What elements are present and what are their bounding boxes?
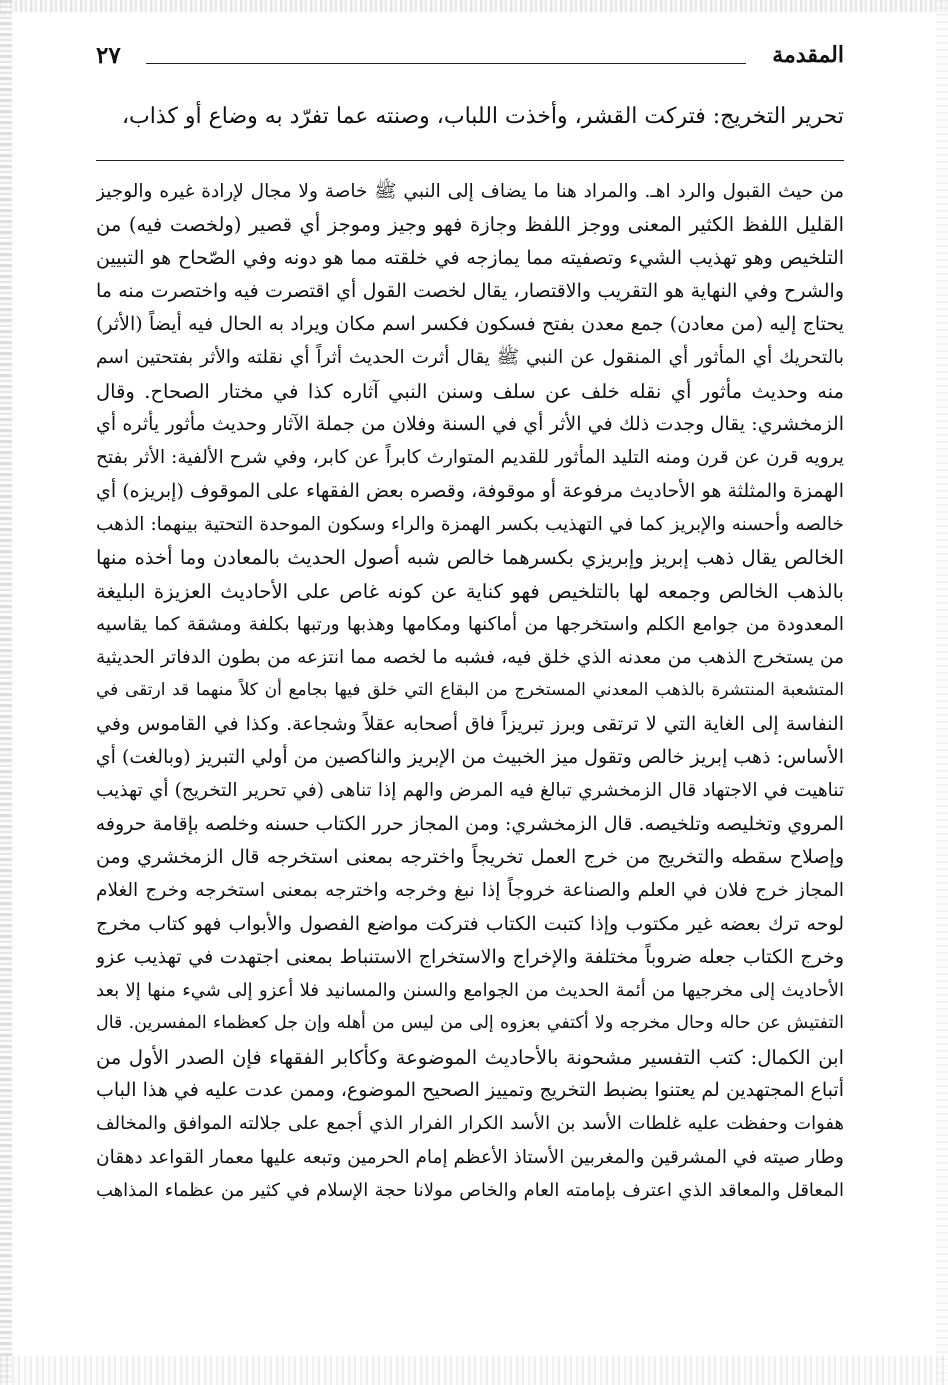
page-number: ٢٧: [96, 42, 121, 69]
footnote-line: الأحاديث إلى مخرجيها من أئمة الحديث من الجوامع والسنن والمسانيد فلا أعزو إلى شيء منها إلا بعد: [96, 980, 844, 1002]
page-header: [96, 40, 844, 74]
footnote-line: بالذهب الخالص وجمعه لها بالتلخيص فهو كناية عن كونه غاص على الأحاديث العزيزة البليغة: [96, 579, 844, 603]
scan-edge-bottom: [0, 1356, 948, 1385]
footnotes: [96, 175, 844, 1207]
footnote-line: هفوات وحفظت عليه غلطات الأسد بن الأسد الكرار الفرار الذي أجمع على جلالته الموافق والمخالف: [96, 1113, 844, 1135]
footnote-line: والشرح وفي النهاية هو التقريب والاقتصار، يقال لخصت القول أي اقتصرت فيه واختصرت منه ما: [96, 279, 844, 302]
footnote-line: بالتحريك أي المأثور أي المنقول عن النبي ﷺ يقال أثرت الحديث أثراً أي نقلته والأثر بفتحتين اسم: [96, 347, 844, 369]
scan-edge-right: [936, 0, 948, 1385]
footnote-line: المروي وتخليصه وتلخيصه. قال الزمخشري: ومن المجاز حرر الكتاب حسنه وخلصه بإقامة حروفه: [96, 812, 844, 835]
footnote-line: ابن الكمال: كتب التفسير مشحونة بالأحاديث الموضوعة وكأكابر الفقهاء فإن الصدر الأول من: [96, 1045, 844, 1069]
footnote-line: التفتيش عن حاله وحال مخرجه ولا أكتفي بعزوه إلى من ليس من أهله وإن جل كعظماء المفسرين. قال: [96, 1013, 844, 1034]
footnote-line: التلخيص وهو تهذيب الشيء وتصفيته مما يمازجه في خلقته مما هو دونه وفي الصّحاح هو التبيين: [96, 246, 844, 269]
footnote-line: المعدودة من جوامع الكلم واستخرجها من أماكنها ومكامها وهذبها ورتبها بكلفة ومشقة كما يقاسيه: [96, 613, 844, 635]
footnote-line: النفاسة إلى الغاية التي لا ترتقى وبرز تبريزاً فاق أصحابه عقلاً وشجاعة. وكذا في القاموس وفي: [96, 712, 844, 735]
scan-edge-top: [0, 0, 948, 12]
scan-edge-left: [0, 0, 12, 1385]
footnote-line: يرويه قرن عن قرن ومنه التليد المأثور للقديم المتوارث كابراً عن كابر، وفي شرح الألفية: الأثر بفتح: [96, 447, 844, 469]
footnote-line: المعاقل والمعاقد الذي اعترف بإمامته العام والخاص مولانا حجة الإسلام في كثير من عظماء المذاهب: [96, 1179, 844, 1201]
footnote-line: الأساس: ذهب إبريز خالص وتقول ميز الخبيث من الإبريز والناكصين من أولي التبريز (وبالغت) أي: [96, 746, 844, 769]
footnote-line: لوحه ترك بعضه غير مكتوب وإذا كتبت الكتاب فتركت مواضع الفصول والأبواب فهو كتاب مخرج: [96, 912, 844, 935]
footnote-line: من حيث القبول والرد اهـ. والمراد هنا ما يضاف إلى النبي ﷺ خاصة ولا مجال لإرادة غيره والوجيز: [96, 181, 844, 202]
page-title: المقدمة: [772, 42, 844, 68]
footnote-line: الهمزة والمثلثة هو الأحاديث مرفوعة أو موقوفة، وقصره بعض الفقهاء على الموقوف (إبريزه) أي: [96, 479, 844, 502]
footnote-line: وطار صيته في المشرقين والمغربين الأستاذ الأعظم إمام الحرمين وتبعه عليها معمار القواعد دهقان: [96, 1146, 844, 1168]
footnote-line: الزمخشري: يقال وجدت ذلك في الأثر أي في السنة وفلان من جملة الآثار وحديث مأثور يأثره أي: [96, 413, 844, 436]
footnote-line: منه وحديث مأثور أي نقله خلف عن سلف وسنن النبي آثاره كذا في مختار الصحاح. وقال: [96, 379, 844, 403]
header-rule: [146, 63, 746, 64]
footnote-line: من يستخرج الذهب من معدنه الذي خلق فيه، فشبه ما لخصه مما انتزعه من بطون الدفاتر الحديثية: [96, 647, 844, 669]
footnote-line: خالصه وأحسنه والإبريز كما في التهذيب بكسر الهمزة والراء وسكون الموحدة التحتية بينهما: الذهب: [96, 513, 844, 535]
footnote-line: المجاز خرج فلان في العلم والصناعة خروجاً إذا نبغ وخرجه واخترجه بمعنى استخرجه وخرج الغلام: [96, 880, 844, 902]
main-text: تحرير التخريج: فتركت القشر، وأخذت اللباب، وصنته عما تفرّد به وضاع أو كذاب،: [121, 104, 844, 129]
footnote-line: المتشعبة المنتشرة بالذهب المعدني المستخرج من البقاع التي خلق فيها بجامع أن كلاً منهما قد ارتقى في: [96, 680, 844, 701]
footnote-separator: [96, 160, 844, 161]
footnote-line: الخالص يقال ذهب إبريز وإبريزي بكسرهما خالص شبه أصول الحديث بالمعادن وما أخذه منها: [96, 546, 844, 570]
footnote-line: تناهيت في الاجتهاد قال الزمخشري تبالغ فيه المرض والهم إذا تناهى (في تحرير التخريج) أي تهذيب: [96, 780, 844, 802]
footnote-line: وخرج الكتاب جعله ضروباً مختلفة والإخراج والاستخراج الاستنباط بمعنى اجتهدت في تهذيب عزو: [96, 945, 844, 968]
footnote-line: وإصلاح سقطه والتخريج من خرج العمل تخريجاً واخترجه بمعنى استخرجه قال الزمخشري ومن: [96, 845, 844, 868]
footnote-line: القليل اللفظ الكثير المعنى ووجز اللفظ وجازة فهو وجيز وموجز أي قصير (ولخصت فيه) من: [96, 213, 844, 237]
footnote-line: أتباع المجتهدين لم يعتنوا بضبط التخريج وتمييز الصحيح الموضوع، وممن عدت عليه في هذا الباب: [96, 1079, 844, 1102]
footnote-line: يحتاج إليه (من معادن) جمع معدن بفتح فسكون فكسر اسم مكان ويراد به الحال فيه أيضاً (الأثر): [96, 313, 844, 336]
